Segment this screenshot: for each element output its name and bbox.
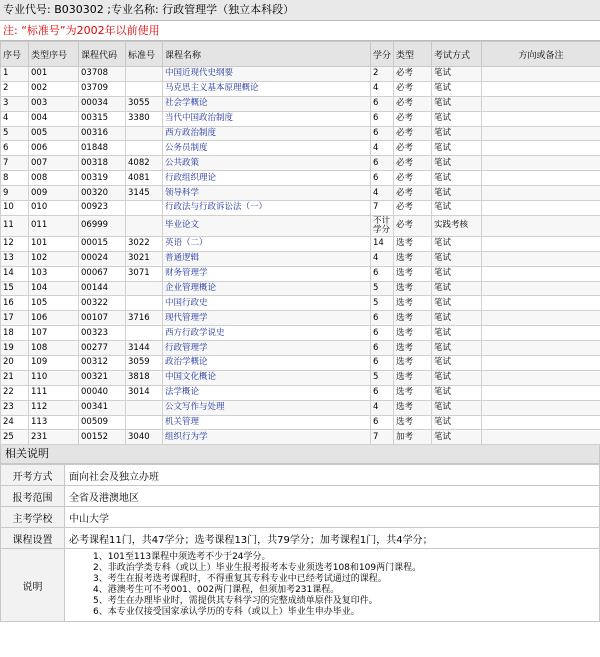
- cell-type-seq: 108: [29, 341, 79, 356]
- cell-credit: 4: [371, 141, 394, 156]
- cell-course-name: 现代管理学: [163, 311, 371, 326]
- cell-seq: 5: [1, 126, 29, 141]
- cell-course-code: 00144: [79, 281, 126, 296]
- setting-value: 必考课程11门，共47学分；选考课程13门，共79学分；加考课程1门，共4学分；: [65, 528, 600, 549]
- cell-remark: [482, 96, 600, 111]
- cell-standard-no: 3021: [126, 251, 163, 266]
- table-row: [1, 430, 600, 445]
- cell-seq: 24: [1, 415, 29, 430]
- cell-course-name: 行政管理学: [163, 341, 371, 356]
- cell-seq: 10: [1, 201, 29, 216]
- cell-remark: [482, 111, 600, 126]
- cell-standard-no: 3014: [126, 385, 163, 400]
- cell-course-code: 00315: [79, 111, 126, 126]
- cell-course-code: 00923: [79, 201, 126, 216]
- cell-seq: 7: [1, 156, 29, 171]
- cell-standard-no: 3144: [126, 341, 163, 356]
- cell-type: 必考: [394, 141, 432, 156]
- cell-seq: 22: [1, 385, 29, 400]
- cell-exam-method: 笔试: [432, 251, 482, 266]
- cell-type: 选考: [394, 400, 432, 415]
- cell-remark: [482, 201, 600, 216]
- school-label: 主考学校: [1, 507, 65, 528]
- cell-course-name: 公共政策: [163, 156, 371, 171]
- table-row: [1, 141, 600, 156]
- cell-credit: 7: [371, 201, 394, 216]
- cell-exam-method: 笔试: [432, 201, 482, 216]
- cell-type: 选考: [394, 326, 432, 341]
- desc-line: 6、本专业仅接受国家承认学历的专科（或以上）毕业生申办毕业。: [93, 607, 360, 618]
- cell-course-code: 00040: [79, 385, 126, 400]
- cell-seq: 3: [1, 96, 29, 111]
- cell-type: 必考: [394, 186, 432, 201]
- cell-remark: [482, 67, 600, 82]
- cell-course-name: 公务员制度: [163, 141, 371, 156]
- cell-type: 必考: [394, 201, 432, 216]
- mode-value: 面向社会及独立办班: [65, 465, 600, 486]
- cell-remark: [482, 141, 600, 156]
- cell-type: 必考: [394, 156, 432, 171]
- col-header-course-name: 课程名称: [163, 42, 371, 67]
- table-row: [1, 186, 600, 201]
- cell-credit: 6: [371, 126, 394, 141]
- cell-seq: 9: [1, 186, 29, 201]
- cell-standard-no: [126, 67, 163, 82]
- cell-type: 选考: [394, 311, 432, 326]
- cell-credit: 6: [371, 326, 394, 341]
- cell-credit: 4: [371, 251, 394, 266]
- cell-standard-no: [126, 215, 163, 236]
- cell-standard-no: [126, 296, 163, 311]
- col-header-type-seq: 类型序号: [29, 42, 79, 67]
- cell-standard-no: 3040: [126, 430, 163, 445]
- cell-remark: [482, 296, 600, 311]
- cell-type: 选考: [394, 415, 432, 430]
- cell-exam-method: 笔试: [432, 81, 482, 96]
- cell-course-name: 社会学概论: [163, 96, 371, 111]
- cell-standard-no: 3059: [126, 356, 163, 371]
- cell-remark: [482, 81, 600, 96]
- cell-seq: 17: [1, 311, 29, 326]
- cell-type-seq: 005: [29, 126, 79, 141]
- cell-type: 选考: [394, 385, 432, 400]
- cell-type-seq: 111: [29, 385, 79, 400]
- table-row: [1, 341, 600, 356]
- cell-course-name: 法学概论: [163, 385, 371, 400]
- cell-seq: 20: [1, 356, 29, 371]
- cell-course-name: 当代中国政治制度: [163, 111, 371, 126]
- scope-label: 报考范围: [1, 486, 65, 507]
- cell-course-code: 00323: [79, 326, 126, 341]
- cell-standard-no: [126, 281, 163, 296]
- cell-seq: 21: [1, 370, 29, 385]
- cell-standard-no: [126, 326, 163, 341]
- cell-remark: [482, 430, 600, 445]
- cell-exam-method: 笔试: [432, 186, 482, 201]
- cell-credit: 14: [371, 236, 394, 251]
- notes-row-desc: [1, 549, 600, 622]
- cell-seq: 19: [1, 341, 29, 356]
- cell-seq: 13: [1, 251, 29, 266]
- cell-remark: [482, 236, 600, 251]
- cell-remark: [482, 311, 600, 326]
- cell-type: 必考: [394, 171, 432, 186]
- notes-row-setting: [1, 528, 600, 549]
- cell-credit: 4: [371, 186, 394, 201]
- cell-course-code: 00152: [79, 430, 126, 445]
- scope-value: 全省及港澳地区: [65, 486, 600, 507]
- cell-remark: [482, 356, 600, 371]
- cell-exam-method: 笔试: [432, 67, 482, 82]
- cell-exam-method: 笔试: [432, 385, 482, 400]
- cell-credit: 6: [371, 96, 394, 111]
- table-row: [1, 385, 600, 400]
- cell-exam-method: 笔试: [432, 311, 482, 326]
- table-row: [1, 415, 600, 430]
- cell-type-seq: 004: [29, 111, 79, 126]
- table-row: [1, 156, 600, 171]
- cell-credit: 6: [371, 415, 394, 430]
- cell-type: 选考: [394, 370, 432, 385]
- cell-exam-method: 笔试: [432, 356, 482, 371]
- cell-remark: [482, 215, 600, 236]
- cell-exam-method: 笔试: [432, 111, 482, 126]
- cell-standard-no: 3071: [126, 266, 163, 281]
- cell-standard-no: 3380: [126, 111, 163, 126]
- cell-exam-method: 笔试: [432, 156, 482, 171]
- col-header-credit: 学分: [371, 42, 394, 67]
- table-row: [1, 81, 600, 96]
- cell-remark: [482, 251, 600, 266]
- cell-remark: [482, 186, 600, 201]
- cell-standard-no: [126, 415, 163, 430]
- cell-remark: [482, 156, 600, 171]
- cell-course-name: 英语（二）: [163, 236, 371, 251]
- table-row: [1, 356, 600, 371]
- cell-exam-method: 笔试: [432, 400, 482, 415]
- cell-course-name: 西方政治制度: [163, 126, 371, 141]
- desc-label: 说明: [1, 549, 65, 622]
- cell-credit: 6: [371, 385, 394, 400]
- cell-credit: 6: [371, 341, 394, 356]
- cell-course-name: 公文写作与处理: [163, 400, 371, 415]
- cell-exam-method: 笔试: [432, 281, 482, 296]
- cell-course-name: 行政组织理论: [163, 171, 371, 186]
- table-row: [1, 326, 600, 341]
- cell-credit: 不计学分: [371, 215, 394, 236]
- cell-remark: [482, 171, 600, 186]
- table-row: [1, 311, 600, 326]
- cell-seq: 1: [1, 67, 29, 82]
- cell-standard-no: [126, 201, 163, 216]
- col-header-course-code: 课程代码: [79, 42, 126, 67]
- cell-course-name: 组织行为学: [163, 430, 371, 445]
- cell-type: 必考: [394, 126, 432, 141]
- cell-type: 选考: [394, 341, 432, 356]
- cell-exam-method: 笔试: [432, 96, 482, 111]
- cell-type-seq: 113: [29, 415, 79, 430]
- table-row: [1, 215, 600, 236]
- notes-row-mode: [1, 465, 600, 486]
- cell-seq: 12: [1, 236, 29, 251]
- cell-type: 必考: [394, 215, 432, 236]
- cell-type: 必考: [394, 67, 432, 82]
- cell-type: 加考: [394, 430, 432, 445]
- cell-course-code: 00341: [79, 400, 126, 415]
- table-header-row: [1, 42, 600, 67]
- cell-standard-no: 3055: [126, 96, 163, 111]
- cell-type-seq: 104: [29, 281, 79, 296]
- cell-type: 选考: [394, 266, 432, 281]
- table-row: [1, 111, 600, 126]
- cell-exam-method: 笔试: [432, 341, 482, 356]
- cell-course-name: 西方行政学说史: [163, 326, 371, 341]
- cell-course-name: 毕业论文: [163, 215, 371, 236]
- cell-course-code: 00322: [79, 296, 126, 311]
- table-row: [1, 296, 600, 311]
- cell-remark: [482, 370, 600, 385]
- cell-course-code: 00321: [79, 370, 126, 385]
- cell-exam-method: 笔试: [432, 430, 482, 445]
- cell-type: 必考: [394, 81, 432, 96]
- cell-type-seq: 112: [29, 400, 79, 415]
- cell-type-seq: 006: [29, 141, 79, 156]
- setting-label: 课程设置: [1, 528, 65, 549]
- cell-course-code: 00034: [79, 96, 126, 111]
- cell-course-name: 中国行政史: [163, 296, 371, 311]
- desc-line: 3、考生在报考选考课程时，不得重复其专科专业中已经考试通过的课程。: [93, 574, 387, 585]
- cell-exam-method: 笔试: [432, 326, 482, 341]
- standard-number-notice: 注: “标准号”为2002年以前使用: [0, 21, 600, 41]
- mode-label: 开考方式: [1, 465, 65, 486]
- cell-credit: 6: [371, 266, 394, 281]
- cell-standard-no: [126, 126, 163, 141]
- cell-credit: 7: [371, 430, 394, 445]
- cell-type: 选考: [394, 236, 432, 251]
- cell-type-seq: 007: [29, 156, 79, 171]
- notes-row-school: [1, 507, 600, 528]
- cell-standard-no: 3022: [126, 236, 163, 251]
- cell-type-seq: 011: [29, 215, 79, 236]
- col-header-exam-method: 考试方式: [432, 42, 482, 67]
- cell-type-seq: 106: [29, 311, 79, 326]
- table-row: [1, 236, 600, 251]
- cell-course-code: 00067: [79, 266, 126, 281]
- cell-remark: [482, 281, 600, 296]
- table-row: [1, 96, 600, 111]
- cell-type: 选考: [394, 251, 432, 266]
- cell-standard-no: [126, 400, 163, 415]
- cell-type-seq: 105: [29, 296, 79, 311]
- cell-exam-method: 笔试: [432, 296, 482, 311]
- cell-remark: [482, 415, 600, 430]
- cell-standard-no: 4082: [126, 156, 163, 171]
- cell-standard-no: 3145: [126, 186, 163, 201]
- col-header-standard-no: 标准号: [126, 42, 163, 67]
- cell-course-name: 企业管理概论: [163, 281, 371, 296]
- cell-seq: 23: [1, 400, 29, 415]
- cell-type-seq: 102: [29, 251, 79, 266]
- cell-course-code: 00277: [79, 341, 126, 356]
- table-row: [1, 67, 600, 82]
- notes-title: 相关说明: [0, 445, 600, 464]
- cell-exam-method: 笔试: [432, 236, 482, 251]
- cell-course-name: 普通逻辑: [163, 251, 371, 266]
- cell-standard-no: [126, 81, 163, 96]
- cell-type-seq: 009: [29, 186, 79, 201]
- cell-remark: [482, 326, 600, 341]
- cell-credit: 4: [371, 81, 394, 96]
- cell-remark: [482, 341, 600, 356]
- col-header-type: 类型: [394, 42, 432, 67]
- cell-type-seq: 110: [29, 370, 79, 385]
- cell-standard-no: 4081: [126, 171, 163, 186]
- cell-course-name: 行政法与行政诉讼法（一）: [163, 201, 371, 216]
- cell-seq: 15: [1, 281, 29, 296]
- cell-exam-method: 笔试: [432, 415, 482, 430]
- cell-course-code: 00316: [79, 126, 126, 141]
- cell-seq: 16: [1, 296, 29, 311]
- course-table: [0, 41, 600, 445]
- cell-course-name: 政治学概论: [163, 356, 371, 371]
- cell-course-code: 00107: [79, 311, 126, 326]
- cell-credit: 5: [371, 281, 394, 296]
- table-row: [1, 400, 600, 415]
- cell-type-seq: 010: [29, 201, 79, 216]
- cell-seq: 14: [1, 266, 29, 281]
- cell-type-seq: 107: [29, 326, 79, 341]
- cell-course-code: 06999: [79, 215, 126, 236]
- cell-credit: 6: [371, 171, 394, 186]
- course-table-body: [1, 67, 600, 445]
- cell-seq: 25: [1, 430, 29, 445]
- cell-course-name: 领导科学: [163, 186, 371, 201]
- cell-credit: 5: [371, 370, 394, 385]
- cell-credit: 6: [371, 311, 394, 326]
- cell-credit: 5: [371, 296, 394, 311]
- cell-course-code: 03709: [79, 81, 126, 96]
- cell-course-name: 财务管理学: [163, 266, 371, 281]
- cell-course-code: 00312: [79, 356, 126, 371]
- table-row: [1, 201, 600, 216]
- cell-standard-no: 3716: [126, 311, 163, 326]
- cell-remark: [482, 266, 600, 281]
- cell-exam-method: 笔试: [432, 171, 482, 186]
- cell-type: 选考: [394, 296, 432, 311]
- cell-type-seq: 001: [29, 67, 79, 82]
- cell-course-name: 机关管理: [163, 415, 371, 430]
- cell-course-code: 00015: [79, 236, 126, 251]
- cell-type-seq: 103: [29, 266, 79, 281]
- col-header-remark: 方向或备注: [482, 42, 600, 67]
- cell-type: 必考: [394, 111, 432, 126]
- cell-standard-no: 3818: [126, 370, 163, 385]
- desc-line: 4、港澳考生可不考001、002两门课程，但须加考231课程。: [93, 585, 340, 596]
- desc-line: 2、非政治学类专科（或以上）毕业生报考报考本专业须选考108和109两门课程。: [93, 563, 422, 574]
- cell-course-code: 01848: [79, 141, 126, 156]
- cell-course-code: 00509: [79, 415, 126, 430]
- cell-type-seq: 008: [29, 171, 79, 186]
- cell-course-code: 03708: [79, 67, 126, 82]
- cell-exam-method: 笔试: [432, 370, 482, 385]
- cell-seq: 11: [1, 215, 29, 236]
- cell-type: 选考: [394, 356, 432, 371]
- cell-course-name: 马克思主义基本原理概论: [163, 81, 371, 96]
- cell-seq: 6: [1, 141, 29, 156]
- cell-exam-method: 实践考核: [432, 215, 482, 236]
- cell-type: 必考: [394, 96, 432, 111]
- cell-remark: [482, 400, 600, 415]
- cell-type-seq: 101: [29, 236, 79, 251]
- cell-course-name: 中国近现代史纲要: [163, 67, 371, 82]
- cell-credit: 6: [371, 111, 394, 126]
- desc-line: 1、101至113课程中须选考不少于24学分。: [93, 552, 271, 563]
- cell-seq: 2: [1, 81, 29, 96]
- cell-type-seq: 109: [29, 356, 79, 371]
- cell-seq: 8: [1, 171, 29, 186]
- cell-type-seq: 231: [29, 430, 79, 445]
- cell-credit: 4: [371, 400, 394, 415]
- major-header: 专业代号: B030302 ;专业名称: 行政管理学（独立本科段）: [0, 0, 600, 21]
- cell-type: 选考: [394, 281, 432, 296]
- cell-course-code: 00318: [79, 156, 126, 171]
- cell-exam-method: 笔试: [432, 126, 482, 141]
- cell-credit: 6: [371, 356, 394, 371]
- desc-list: [65, 549, 600, 622]
- cell-exam-method: 笔试: [432, 141, 482, 156]
- cell-course-code: 00024: [79, 251, 126, 266]
- cell-remark: [482, 385, 600, 400]
- cell-course-name: 中国文化概论: [163, 370, 371, 385]
- cell-seq: 4: [1, 111, 29, 126]
- cell-course-code: 00319: [79, 171, 126, 186]
- cell-exam-method: 笔试: [432, 266, 482, 281]
- notes-table: [0, 464, 600, 622]
- table-row: [1, 370, 600, 385]
- table-row: [1, 266, 600, 281]
- cell-credit: 2: [371, 67, 394, 82]
- col-header-seq: 序号: [1, 42, 29, 67]
- cell-credit: 6: [371, 156, 394, 171]
- cell-type-seq: 003: [29, 96, 79, 111]
- cell-seq: 18: [1, 326, 29, 341]
- cell-standard-no: [126, 141, 163, 156]
- desc-line: 5、考生在办理毕业时，需提供其专科学习的完整成绩单原件及复印件。: [93, 596, 378, 607]
- school-value: 中山大学: [65, 507, 600, 528]
- cell-type-seq: 002: [29, 81, 79, 96]
- cell-remark: [482, 126, 600, 141]
- table-row: [1, 281, 600, 296]
- table-row: [1, 251, 600, 266]
- table-row: [1, 171, 600, 186]
- cell-course-code: 00320: [79, 186, 126, 201]
- table-row: [1, 126, 600, 141]
- notes-row-scope: [1, 486, 600, 507]
